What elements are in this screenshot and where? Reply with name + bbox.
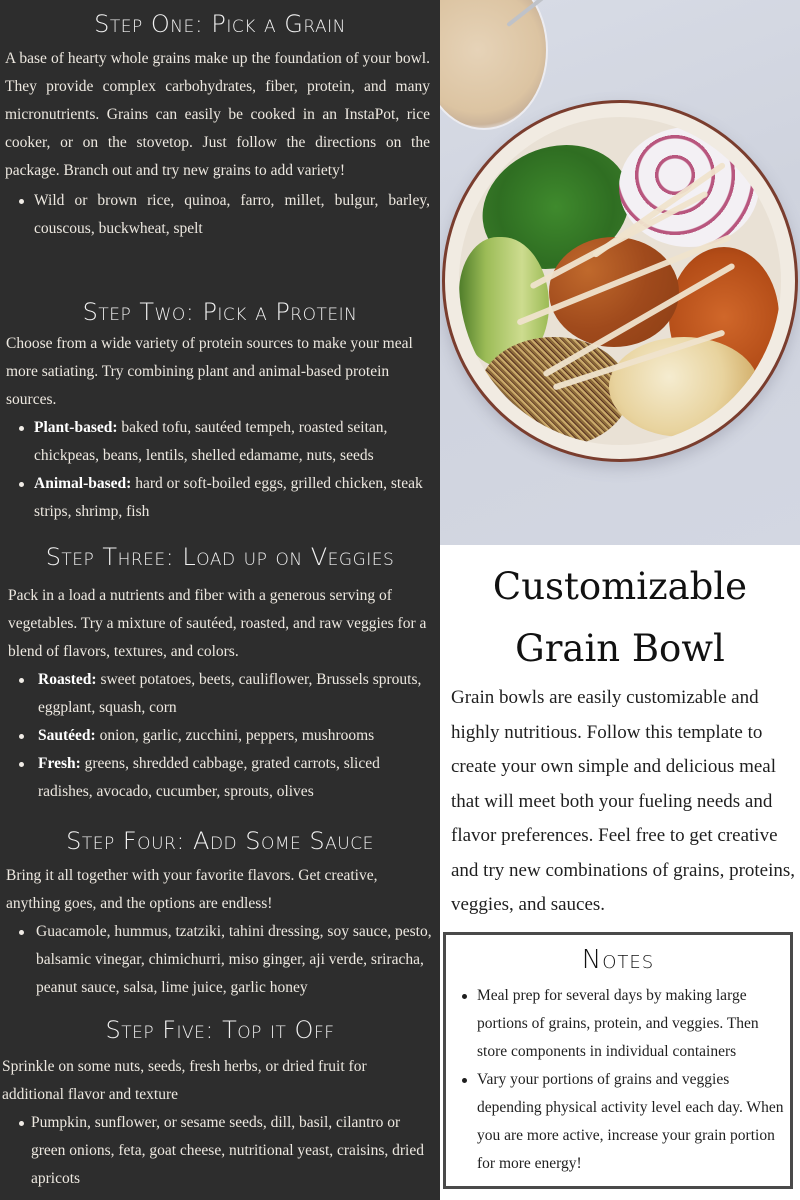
step-four-section [0, 826, 440, 1002]
list-item: Fresh: greens, shredded cabbage, grated carrots, sliced radishes, avocado, cucumber, sprouts, olives [0, 750, 440, 806]
step-five-title: Step Five: Top it Off [105, 1016, 335, 1044]
list-item: Wild or brown rice, quinoa, farro, millet, bulgur, barley, couscous, buckwheat, spelt [0, 187, 440, 243]
step-five-text: Sprinkle on some nuts, seeds, fresh herbs, or dried fruit for additional flavor and texture [2, 1058, 367, 1103]
step-two-text: Choose from a wide variety of protein sources to make your meal more satiating. Try combining plant and animal-based protein sources. [6, 335, 413, 408]
list-item: Animal-based: hard or soft-boiled eggs, grilled chicken, steak strips, shrimp, fish [0, 470, 440, 526]
step-five-section [0, 1015, 440, 1193]
page-title-line1: Customizable [492, 565, 748, 608]
intro-paragraph: Grain bowls are easily customizable and highly nutritious. Follow this template to create your own simple and delicious meal that will meet both your fueling needs and flavor preferences. Feel free to get creative and try new combinations of grains, proteins, veggies, and sauces. [451, 687, 796, 915]
list-item: Vary your portions of grains and veggies depending physical activity level each day. When you are more active, increase your grain portion for more energy! [446, 1066, 790, 1178]
step-five-list [0, 1109, 440, 1193]
cauliflower-image [609, 337, 759, 437]
quinoa-image [479, 337, 629, 445]
list-item: Roasted: sweet potatoes, beets, cauliflower, Brussels sprouts, eggplant, squash, corn [0, 666, 440, 722]
list-item: Guacamole, hummus, tzatziki, tahini dressing, soy sauce, pesto, balsamic vinegar, chimichurri, miso ginger, aji verde, sriracha, peanut sauce, salsa, lime juice, garlic honey [0, 918, 440, 1002]
notes-box [443, 932, 793, 1189]
step-one-list [0, 187, 440, 243]
step-four-title: Step Four: Add Some Sauce [66, 827, 374, 855]
grain-bowl-photo [440, 0, 800, 545]
step-one-section [0, 9, 440, 243]
page-title-line2: Grain Bowl [515, 627, 725, 670]
step-three-title: Step Three: Load up on Veggies [45, 543, 395, 571]
list-item: Pumpkin, sunflower, or sesame seeds, dill, basil, cilantro or green onions, feta, goat cheese, nutritional yeast, craisins, dried apricots [0, 1109, 440, 1193]
list-item: Plant-based: baked tofu, sautéed tempeh, roasted seitan, chickpeas, beans, lentils, shelled edamame, nuts, seeds [0, 414, 440, 470]
page-title [440, 556, 800, 680]
step-three-list [0, 666, 440, 806]
list-item: Meal prep for several days by making large portions of grains, protein, and veggies. Then store components in individual containers [446, 982, 790, 1066]
bullet-label: Sautéed: [38, 727, 96, 744]
step-four-text: Bring it all together with your favorite flavors. Get creative, anything goes, and the options are endless! [6, 867, 378, 912]
step-four-list [0, 918, 440, 1002]
bullet-label: Animal-based: [34, 475, 132, 492]
step-one-text: A base of hearty whole grains make up the foundation of your bowl. They provide complex carbohydrates, fiber, protein, and many micronutrients. Grains can easily be cooked in an InstaPot, rice cooker, or on the stovetop. Just follow the directions on the package. Branch out and try new grains to add variety! [5, 50, 430, 179]
step-two-section [0, 297, 440, 526]
step-three-text: Pack in a load a nutrients and fiber with a generous serving of vegetables. Try a mixture of sautéed, roasted, and raw veggies for a blend of flavors, textures, and colors. [8, 587, 427, 660]
list-item: Sautéed: onion, garlic, zucchini, peppers, mushrooms [0, 722, 440, 750]
sauce-jar-image [440, 0, 548, 130]
step-one-title: Step One: Pick a Grain [94, 10, 346, 38]
bullet-label: Roasted: [38, 671, 97, 688]
bullet-label: Plant-based: [34, 419, 118, 436]
bullet-label: Fresh: [38, 755, 81, 772]
step-two-list [0, 414, 440, 526]
notes-list [446, 982, 790, 1178]
step-two-title: Step Two: Pick a Protein [82, 298, 358, 326]
notes-title: Notes [581, 945, 655, 975]
step-three-section [0, 542, 440, 806]
bowl-image [442, 100, 798, 462]
